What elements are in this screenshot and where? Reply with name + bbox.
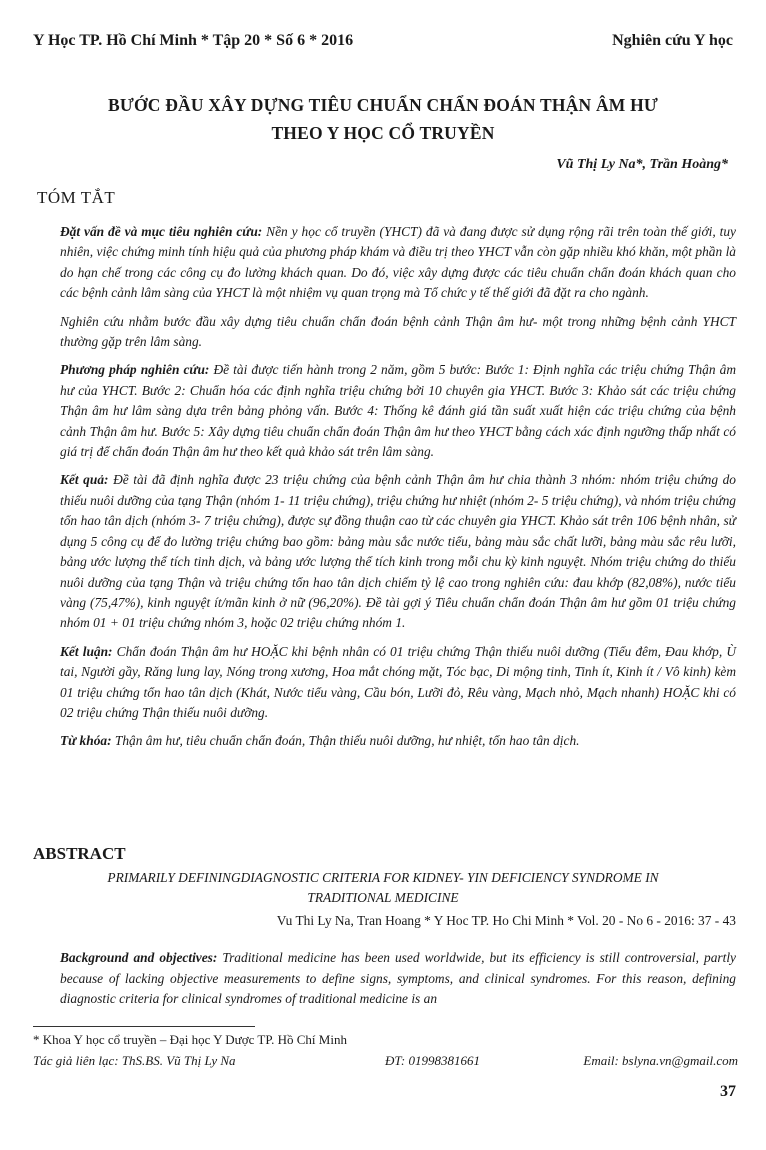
conclusion-label: Kết luận:	[60, 643, 113, 659]
background-text: Traditional medicine has been used worldwide, but its efficiency is still controversial, partly because of lacking objective measurements to define signs, symptoms, and clinical syndromes. For this reason, defining diagnostic criteria for clinical syndromes of traditional medicine is an	[60, 950, 736, 1006]
intro-label: Đặt vấn đề và mục tiêu nghiên cứu:	[60, 224, 263, 239]
methods-text: Đề tài được tiến hành trong 2 năm, gồm 5 bước: Bước 1: Định nghĩa các triệu chứng Thận âm hư của YHCT. Bước 2: Chuẩn hóa các định nghĩa triệu chứng bởi 10 chuyên gia YHCT. Bước 3: Khảo sát các triệu chứng Thận âm hư lâm sàng dựa trên bảng phỏng vấn. Bước 4: Thống kê đánh giá tần suất xuất hiện các triệu chứng của bệnh cảnh Thận âm hư. Bước 5: Xây dựng tiêu chuẩn chẩn đoán Thận âm hư theo YHCT bằng cách xác định ngưỡng thấp nhất có giá trị để chẩn đoán Thận âm hư theo kết quả khảo sát trên lâm sàng.	[60, 362, 736, 460]
tomtat-heading: TÓM TẮT	[37, 188, 116, 207]
methods-paragraph	[60, 360, 736, 462]
keywords-label: Từ khóa:	[60, 733, 112, 749]
page-number: 37	[720, 1083, 736, 1100]
intro-text: Nền y học cổ truyền (YHCT) đã và đang được sử dụng rộng rãi trên toàn thế giới, tuy nhiên, việc chứng minh tính hiệu quả của phương pháp khám và điều trị theo YHCT vẫn còn gặp nhiều khó khăn, một phần là do hạn chế trong các công cụ đo lường khách quan. Do đó, việc xây dựng được các tiêu chuẩn chẩn đoán khách quan cho các bệnh cảnh lâm sàng của YHCT là một nhiệm vụ quan trọng mà Tổ chức y tế thế giới đã đặt ra cho ngành.	[60, 224, 736, 301]
abstract-body	[60, 948, 736, 1010]
aim-paragraph: Nghiên cứu nhằm bước đầu xây dựng tiêu chuẩn chẩn đoán bệnh cảnh Thận âm hư- một trong những bệnh cảnh YHCT thường gặp trên lâm sàng.	[60, 313, 736, 350]
paper-title-line-1: BƯỚC ĐẦU XÂY DỰNG TIÊU CHUẨN CHẨN ĐOÁN THẬN ÂM HƯ	[107, 95, 659, 115]
conclusion-text: Chẩn đoán Thận âm hư HOẶC khi bệnh nhân có 01 triệu chứng Thận thiếu nuôi dưỡng (Tiểu đêm, Đau khớp, Ù tai, Người gầy, Răng lung lay, Nóng trong xương, Hoa mắt chóng mặt, Tóc bạc, Di mộng tinh, Tinh ít, Kinh ít / Vô kinh) kèm 01 triệu chứng tổn hao tân dịch (Khát, Nước tiểu vàng, Cầu bón, Lưỡi đỏ, Rêu vàng, Mạch nhỏ, Mạch nhanh) HOẶC khi có 02 triệu chứng Thận thiếu nuôi dưỡng.	[60, 643, 736, 720]
keywords-paragraph	[60, 731, 736, 751]
abstract-citation: Vu Thi Ly Na, Tran Hoang * Y Hoc TP. Ho Chi Minh * Vol. 20 - No 6 - 2016: 37 - 43	[276, 913, 736, 928]
conclusion-paragraph	[60, 642, 736, 724]
authors: Vũ Thị Ly Na*, Trần Hoàng*	[556, 157, 728, 172]
footnote-affiliation: * Khoa Y học cổ truyền – Đại học Y Dược TP. Hồ Chí Minh	[33, 1032, 347, 1047]
results-text: Đề tài đã định nghĩa được 23 triệu chứng của bệnh cảnh Thận âm hư chia thành 3 nhóm: nhóm triệu chứng do thiếu nuôi dưỡng của tạng Thận (nhóm 1- 11 triệu chứng), triệu chứng hư nhiệt (nhóm 2- 5 triệu chứng), và nhóm triệu chứng tổn hao tân dịch (nhóm 3- 7 triệu chứng), được sự đồng thuận cao từ các chuyên gia YHCT. Khảo sát trên 106 bệnh nhân, sử dụng 5 công cụ để đo lường triệu chứng bao gồm: bảng màu sắc nước tiểu, bảng màu sắc chất lưỡi, bảng màu sắc rêu lưỡi, bảng ước lượng thể tích tinh dịch, và bảng ước lượng thể tích kinh trong mỗi chu kỳ kinh nguyệt. Nhóm triệu chứng do thiếu nuôi dưỡng của tạng Thận và triệu chứng tổn hao tân dịch chiếm tỷ lệ cao trong nghiên cứu: đau khớp (82,08%), nước tiểu vàng (75,47%), kinh nguyệt ít/mãn kinh ở nữ (96,20%). Đề tài gợi ý Tiêu chuẩn chẩn đoán Thận âm hư gồm 01 triệu chứng nhóm 01 + 01 triệu chứng nhóm 3, hoặc 02 triệu chứng nhóm 1.	[60, 472, 736, 631]
abstract-title	[40, 868, 726, 908]
results-label: Kết quả:	[60, 472, 109, 488]
running-header-journal: Y Học TP. Hồ Chí Minh * Tập 20 * Số 6 * 2016	[33, 32, 354, 49]
footnote-phone: ĐT: 01998381661	[385, 1053, 480, 1068]
footnote-divider	[33, 1026, 255, 1027]
paper-title-line-2: THEO Y HỌC CỔ TRUYỀN	[271, 123, 495, 143]
footnote-contact-row	[33, 1053, 738, 1071]
keywords-text: Thận âm hư, tiêu chuẩn chẩn đoán, Thận thiếu nuôi dưỡng, hư nhiệt, tổn hao tân dịch.	[111, 733, 580, 749]
abstract-heading: ABSTRACT	[33, 844, 126, 863]
methods-label: Phương pháp nghiên cứu:	[60, 362, 210, 378]
background-label: Background and objectives:	[60, 950, 218, 965]
intro-paragraph	[60, 222, 736, 304]
abstract-title-line-1: PRIMARILY DEFININGDIAGNOSTIC CRITERIA FOR KIDNEY- YIN DEFICIENCY SYNDROME IN	[107, 870, 659, 885]
abstract-title-line-2: TRADITIONAL MEDICINE	[307, 890, 459, 905]
results-paragraph	[60, 470, 736, 633]
footnote-contact: Tác giả liên lạc: ThS.BS. Vũ Thị Ly Na	[33, 1053, 236, 1068]
running-header-section: Nghiên cứu Y học	[612, 32, 733, 49]
paper-title	[40, 91, 726, 147]
footnote-email: Email: bslyna.vn@gmail.com	[583, 1053, 738, 1068]
tomtat-body	[60, 222, 736, 760]
